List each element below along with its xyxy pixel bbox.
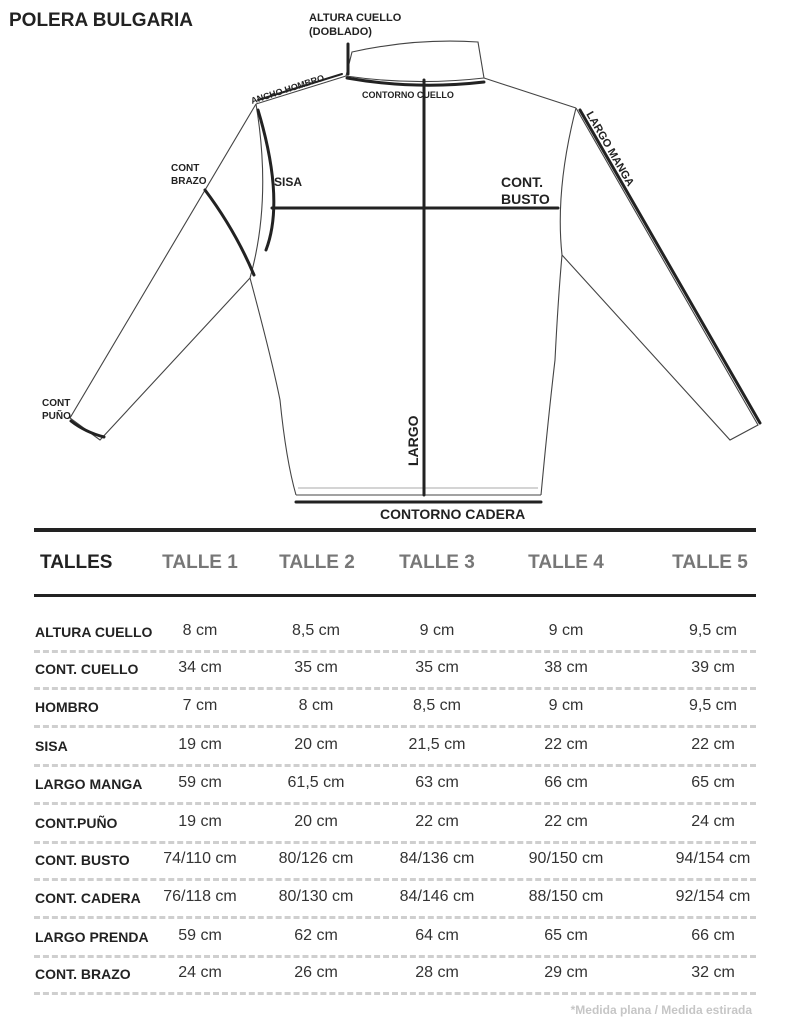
table-cell: 59 cm xyxy=(178,927,222,944)
table-row xyxy=(0,957,792,993)
table-cell: 22 cm xyxy=(544,736,588,753)
collar-shape xyxy=(346,41,484,81)
label-contorno-cadera: CONTORNO CADERA xyxy=(380,506,526,522)
table-header-label: TALLES xyxy=(40,552,113,573)
table-cell: 28 cm xyxy=(415,964,459,981)
table-header-rule xyxy=(34,594,756,597)
table-row xyxy=(0,767,792,803)
table-row xyxy=(0,920,792,956)
table-cell: 20 cm xyxy=(294,813,338,830)
row-label: LARGO MANGA xyxy=(35,776,143,792)
table-cell: 9,5 cm xyxy=(688,622,737,639)
size-header-2: TALLE 2 xyxy=(279,552,355,573)
table-cell: 8 cm xyxy=(182,622,218,639)
table-cell: 29 cm xyxy=(544,964,588,981)
right-sleeve-outline xyxy=(562,108,758,440)
table-cell: 61,5 cm xyxy=(287,774,345,791)
table-cell: 80/130 cm xyxy=(278,888,354,905)
table-cell: 59 cm xyxy=(178,774,222,791)
size-header-1: TALLE 1 xyxy=(162,552,238,573)
label-largo-manga: LARGO MANGA xyxy=(583,109,636,189)
table-cell: 65 cm xyxy=(544,927,588,944)
table-row xyxy=(0,843,792,879)
row-separator xyxy=(34,725,756,728)
row-label: HOMBRO xyxy=(35,699,99,715)
table-cell: 34 cm xyxy=(178,659,222,676)
table-cell: 22 cm xyxy=(415,813,459,830)
row-label: CONT. CADERA xyxy=(35,890,141,906)
table-row xyxy=(0,881,792,917)
table-cell: 84/136 cm xyxy=(399,850,475,867)
cont-puno-line xyxy=(71,421,104,437)
table-cell: 66 cm xyxy=(544,774,588,791)
table-cell: 63 cm xyxy=(415,774,459,791)
table-cell: 32 cm xyxy=(691,964,735,981)
table-cell: 19 cm xyxy=(178,813,222,830)
row-label: CONT.PUÑO xyxy=(35,815,118,831)
table-cell: 66 cm xyxy=(691,927,735,944)
table-cell: 76/118 cm xyxy=(163,888,237,905)
table-cell: 65 cm xyxy=(691,774,735,791)
label-cont-brazo-2: BRAZO xyxy=(171,176,207,187)
table-cell: 9 cm xyxy=(548,697,584,714)
table-cell: 74/110 cm xyxy=(163,850,237,867)
label-cont-brazo-1: CONT xyxy=(171,163,200,174)
table-cell: 8,5 cm xyxy=(412,697,461,714)
table-cell: 92/154 cm xyxy=(675,888,751,905)
label-cont-puno-2: PUÑO xyxy=(42,411,71,422)
row-separator xyxy=(34,802,756,805)
label-largo: LARGO xyxy=(405,415,421,466)
table-top-rule xyxy=(34,528,756,532)
table-cell: 80/126 cm xyxy=(278,850,354,867)
table-cell: 62 cm xyxy=(294,927,338,944)
label-altura-cuello-2: (DOBLADO) xyxy=(309,26,372,38)
size-header-5: TALLE 5 xyxy=(672,552,748,573)
label-cont-busto-1: CONT. xyxy=(501,174,543,190)
size-header-4: TALLE 4 xyxy=(528,552,604,573)
label-sisa: SISA xyxy=(274,175,303,189)
left-body-side xyxy=(250,278,296,495)
row-label: CONT. BUSTO xyxy=(35,852,130,868)
right-armhole-seam xyxy=(560,108,576,255)
label-contorno-cuello: CONTORNO CUELLO xyxy=(362,90,454,100)
footnote: *Medida plana / Medida estirada xyxy=(570,1003,752,1017)
label-ancho-hombro: ANCHO HOMBRO xyxy=(249,72,326,106)
table-row xyxy=(0,690,792,726)
largo-manga-line xyxy=(580,110,760,423)
right-shoulder-line xyxy=(484,78,576,108)
cont-brazo-line xyxy=(205,190,254,275)
table-cell: 38 cm xyxy=(544,659,588,676)
table-cell: 22 cm xyxy=(544,813,588,830)
row-label: LARGO PRENDA xyxy=(35,929,149,945)
page-title: POLERA BULGARIA xyxy=(9,10,194,31)
table-cell: 20 cm xyxy=(294,736,338,753)
table-cell: 24 cm xyxy=(691,813,735,830)
right-body-side xyxy=(541,255,562,495)
table-cell: 35 cm xyxy=(415,659,459,676)
label-altura-cuello-1: ALTURA CUELLO xyxy=(309,12,402,24)
table-cell: 9,5 cm xyxy=(688,697,737,714)
left-armhole-seam xyxy=(250,104,263,278)
table-cell: 7 cm xyxy=(182,697,218,714)
table-cell: 94/154 cm xyxy=(675,850,751,867)
label-cont-busto-2: BUSTO xyxy=(501,191,550,207)
table-cell: 88/150 cm xyxy=(528,888,604,905)
table-cell: 8 cm xyxy=(298,697,334,714)
row-label: CONT. CUELLO xyxy=(35,661,139,677)
table-cell: 39 cm xyxy=(691,659,735,676)
table-cell: 64 cm xyxy=(415,927,459,944)
table-cell: 9 cm xyxy=(419,622,455,639)
row-label: SISA xyxy=(35,738,68,754)
table-row xyxy=(0,615,792,651)
table-cell: 21,5 cm xyxy=(408,736,466,753)
left-sleeve-outline xyxy=(70,104,256,440)
table-row xyxy=(0,652,792,688)
table-cell: 22 cm xyxy=(691,736,735,753)
size-header-3: TALLE 3 xyxy=(399,552,475,573)
table-cell: 24 cm xyxy=(178,964,222,981)
row-label: ALTURA CUELLO xyxy=(35,624,153,640)
table-cell: 90/150 cm xyxy=(528,850,604,867)
table-cell: 84/146 cm xyxy=(399,888,475,905)
row-separator xyxy=(34,916,756,919)
table-cell: 8,5 cm xyxy=(291,622,340,639)
table-cell: 35 cm xyxy=(294,659,338,676)
table-cell: 9 cm xyxy=(548,622,584,639)
label-cont-puno-1: CONT xyxy=(42,398,71,409)
table-cell: 26 cm xyxy=(294,964,338,981)
table-cell: 19 cm xyxy=(178,736,222,753)
table-row xyxy=(0,729,792,765)
row-label: CONT. BRAZO xyxy=(35,966,131,982)
table-row xyxy=(0,806,792,842)
row-separator xyxy=(34,992,756,995)
